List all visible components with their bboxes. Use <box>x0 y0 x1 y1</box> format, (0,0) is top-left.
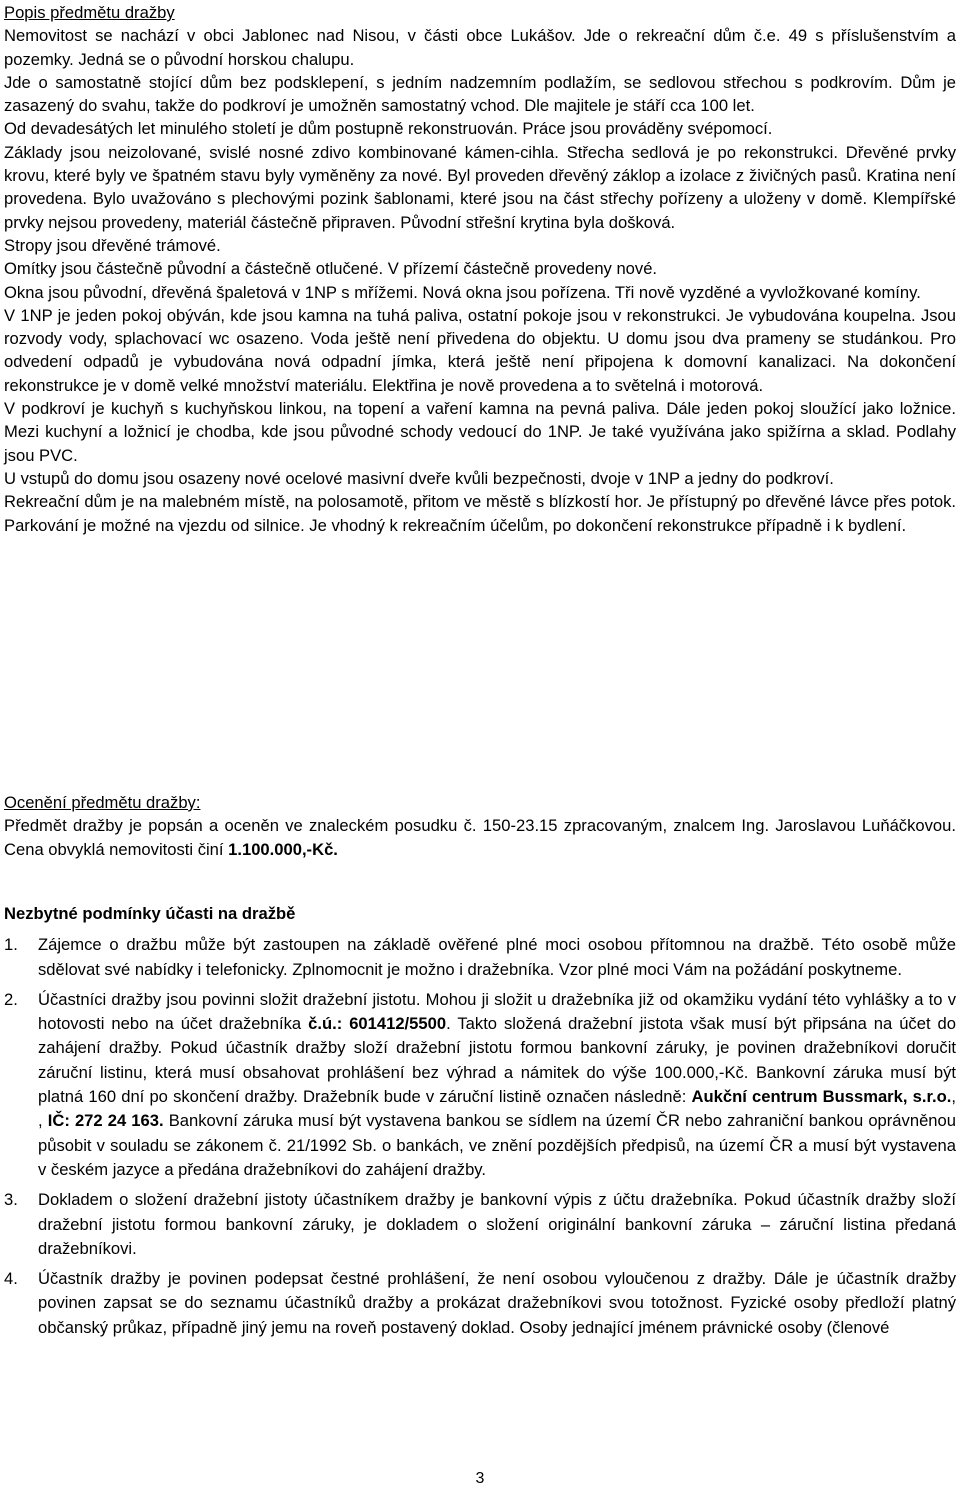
list-item-text: Bankovní záruka musí být vystavena bankou se sídlem na území ČR nebo zahraniční bankou oprávněnou působit v souladu se zákonem č. 21/1992 Sb. o bankách, ve znění pozdějších předpisů, na území ČR a musí být vystavena v českém jazyce a předána dražebníkovi do zahájení dražby. <box>38 1111 956 1179</box>
list-item-text: Účastníci dražby jsou povinni složit dražební jistotu. Mohou ji složit u dražebníka již od okamžiku vydání této vyhlášky a to v hotovosti nebo na účet dražebníka <box>38 989 956 1034</box>
paragraph: V podkroví je kuchyň s kuchyňskou linkou, na topení a vaření kamna na pevná paliva. Dále jeden pokoj sloužící jako ložnice. Mezi kuchyní a ložnicí je chodba, kde jsou původné schody vedoucí do 1NP. Je také využívána jako spižírna a sklad. Podlahy jsou PVC. <box>4 399 956 465</box>
page-number: 3 <box>475 1470 485 1487</box>
paragraph: Rekreační dům je na malebném místě, na polosamotě, přitom ve městě s blízkostí hor. Je přístupný po dřevěné lávce přes potok. Parkování je možné na vjezdu od silnice. Je vhodný k rekreačním účelům, po dokončení rekonstrukce případně i k bydlení. <box>4 492 956 535</box>
section-heading-description: Popis předmětu dražby <box>4 3 175 22</box>
paragraph: Omítky jsou částečně původní a částečně otlučené. V přízemí částečně provedeny nové. <box>4 259 658 279</box>
list-item-number: 4. <box>4 1269 18 1289</box>
list-item-number: 3. <box>4 1190 18 1210</box>
list-item-number: 2. <box>4 989 18 1009</box>
section-conditions <box>4 902 956 1340</box>
valuation-paragraph <box>4 814 956 861</box>
list-item-text: Účastník dražby je povinen podepsat čestné prohlášení, že není osobou vyloučenou z dražby. Dále je účastník dražby povinen zapsat se do seznamu účastníků dražby a prokázat dražebníkovi svou totožnost. Fyzické osoby předloží platný občanský průkaz, případně jiný jemu na roveň postavený doklad. Osoby jednající jménem právnické osoby (členové <box>38 1269 956 1337</box>
list-item-number: 1. <box>4 935 18 955</box>
section-heading-conditions: Nezbytné podmínky účasti na dražbě <box>4 904 296 923</box>
paragraph: Nemovitost se nachází v obci Jablonec nad Nisou, v části obce Lukášov. Jde o rekreační dům č.e. 49 s příslušenstvím a pozemky. Jedná se o původní horskou chalupu. <box>4 26 956 69</box>
list-item-text: . Takto složená dražební jistota však musí být připsána na účet do zahájení dražby. Pokud účastník dražby složí dražební jistotu formou bankovní záruky, je povinen dražebníkovi doručit záruční listinu, která musí obsahovat prohlášení bez výhrad a námitek do výše 100.000,-Kč. Bankovní záruka musí být platná 160 dní po skončení dražby. Dražebník bude v záruční listině označen následně: <box>38 1014 956 1107</box>
paragraph: Základy jsou neizolované, svislé nosné zdivo kombinované kámen-cihla. Střecha sedlová je po rekonstrukci. Dřevěné prvky krovu, které byly ve špatném stavu byly vyměněny za nové. Byl proveden dřevěný záklop a izolace z živičných pasů. Kratina není provedena. Bylo uvažováno s plechovými pozink šablonami, které jsou na část střechy pořízeny a uloženy v domě. Klempířské prvky nejsou provedeny, materiál částečně připraven. Původní střešní krytina byla došková. <box>4 142 956 232</box>
list-item <box>4 1188 956 1261</box>
paragraph: Od devadesátých let minulého století je dům postupně rekonstruován. Práce jsou prováděny svépomocí. <box>4 119 773 139</box>
section-heading-valuation: Ocenění předmětu dražby: <box>4 793 201 812</box>
section-description <box>4 1 956 537</box>
conditions-list <box>4 933 956 1340</box>
paragraph: Okna jsou původní, dřevěná špaletová v 1NP s mřížemi. Nová okna jsou pořízena. Tři nově vyzděné a vyvložkované komíny. <box>4 282 921 302</box>
list-item <box>4 933 956 982</box>
section-valuation <box>4 791 956 861</box>
company-id: IČ: 272 24 163. <box>47 1111 164 1131</box>
paragraph: Stropy jsou dřevěné trámové. <box>4 235 221 255</box>
valuation-text: Předmět dražby je popsán a oceněn ve znaleckém posudku č. 150-23.15 zpracovaným, znalcem Ing. Jaroslavou Luňáčkovou. Cena obvyklá nemovitosti činí <box>4 816 956 859</box>
paragraph: Jde o samostatně stojící dům bez podsklepení, s jedním nadzemním podlažím, se sedlovou střechou s podkrovím. Dům je zasazený do svahu, takže do podkroví je umožněn samostatný vchod. Dle majitele je stáří cca 100 let. <box>4 72 956 116</box>
account-number: č.ú.: 601412/5500 <box>308 1014 447 1034</box>
valuation-price: 1.100.000,-Kč. <box>228 839 338 859</box>
list-item <box>4 1267 956 1340</box>
paragraph: U vstupů do domu jsou osazeny nové ocelové masivní dveře kvůli bezpečnosti, dvoje v 1NP a jedny do podkroví. <box>4 468 834 488</box>
paragraph: V 1NP je jeden pokoj obýván, kde jsou kamna na tuhá paliva, ostatní pokoje jsou v rekonstrukci. Je vybudována koupelna. Jsou rozvody vody, splachovací wc osazeno. Voda ještě není přivedena do objektu. U domu jsou dva prameny se studánkou. Pro odvedení odpadů je vybudována nová odpadní jímka, která ještě není připojena k domovní kanalizaci. Na dokončení rekonstrukce je v domě velké množství materiálu. Elektřina je nově provedena a to světelná i motorová. <box>4 305 956 395</box>
list-item-text: , , <box>38 1087 956 1131</box>
list-item-text: Dokladem o složení dražební jistoty účastníkem dražby je bankovní výpis z účtu dražebníka. Pokud účastník dražby složí dražební jistotu formou bankovní záruky, je dokladem o složení originální bankovní záruka – záruční listina předaná dražebníkovi. <box>38 1190 956 1258</box>
company-name: Aukční centrum Bussmark, s.r.o. <box>691 1087 952 1107</box>
list-item-text: Zájemce o dražbu může být zastoupen na základě ověřené plné moci osobou přítomnou na dražbě. Této osobě může sdělovat své nabídky i telefonicky. Zplnomocnit je možno i dražebníka. Vzor plné moci Vám na požádání poskytneme. <box>38 935 956 979</box>
list-item <box>4 988 956 1182</box>
